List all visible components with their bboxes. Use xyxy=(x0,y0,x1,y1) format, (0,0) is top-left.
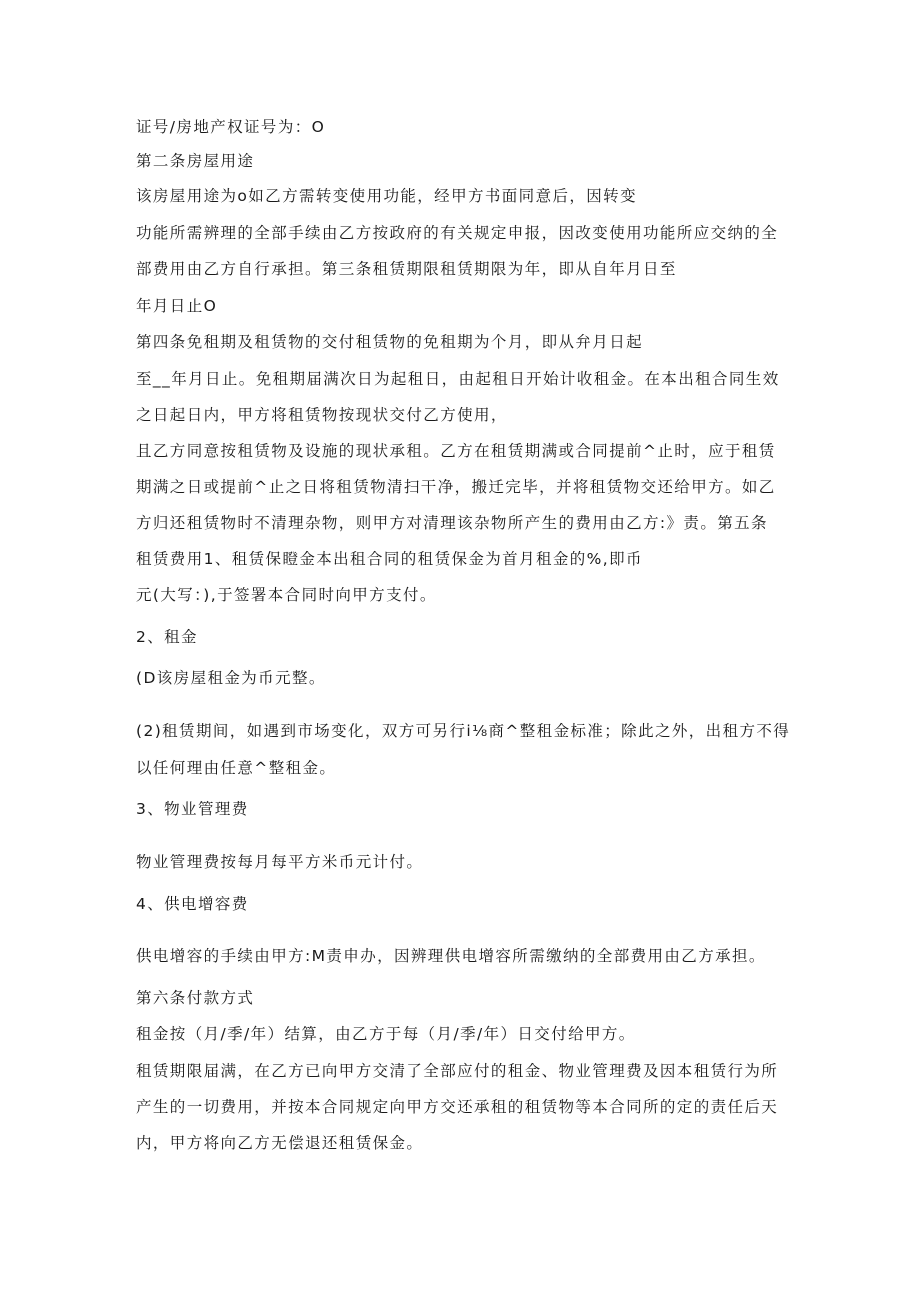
section-heading: 4、供电增容费 xyxy=(136,895,249,913)
text-line: 产生的一切费用，并按本合同规定向甲方交还承租的租赁物等本合同所的定的责任后天 xyxy=(136,1098,779,1116)
text-line: 功能所需辨理的全部手续由乙方按政府的有关规定申报，因改变使用功能所应交纳的全 xyxy=(136,224,779,242)
text-line: 第四条免租期及租赁物的交付租赁物的免租期为个月，即从弁月日起 xyxy=(136,333,644,351)
text-line: 物业管理费按每月每平方米币元计付。 xyxy=(136,853,424,871)
text-line: 租金按（月/季/年）结算，由乙方于每（月/季/年）日交付给甲方。 xyxy=(136,1025,636,1043)
text-line: 部费用由乙方自行承担。第三条租赁期限租赁期限为年，即从自年月日至 xyxy=(136,260,677,278)
text-line: 方归还租赁物时不清理杂物，则甲方对清理该杂物所产生的费用由乙方:》责。第五条 xyxy=(136,514,768,532)
section-heading: 第六条付款方式 xyxy=(136,989,255,1007)
section-heading: 2、租金 xyxy=(136,628,198,646)
text-line: 租赁费用1、租赁保瞪金本出租合同的租赁保金为首月租金的%,即币 xyxy=(136,550,643,568)
text-line: 内，甲方将向乙方无偿退还租赁保金。 xyxy=(136,1134,424,1152)
text-line: 期满之日或提前^止之日将租赁物清扫干净，搬迁完毕，并将租赁物交还给甲方。如乙 xyxy=(136,478,776,496)
text-line: 且乙方同意按租赁物及设施的现状承租。乙方在租赁期满或合同提前^止时，应于租赁 xyxy=(136,442,776,460)
text-line: 以任何理由任意^整租金。 xyxy=(136,759,337,777)
text-line: 年月日止O xyxy=(136,297,218,315)
section-heading: 3、物业管理费 xyxy=(136,800,249,818)
text-line: (D该房屋租金为币元整。 xyxy=(136,669,326,687)
text-line: 供电增容的手续由甲方:M责申办，因辨理供电增容所需缴纳的全部费用由乙方承担。 xyxy=(136,947,766,965)
section-heading: 第二条房屋用途 xyxy=(136,152,255,170)
text-line: 元(大写：),于签署本合同时向甲方支付。 xyxy=(136,586,437,604)
text-line: (2)租赁期间，如遇到市场变化，双方可另行i⅛商^整租金标准；除此之外，出租方不得 xyxy=(136,722,791,740)
text-line: 证号/房地产权证号为：O xyxy=(136,118,326,136)
text-line: 租赁期限届满，在乙方已向甲方交清了全部应付的租金、物业管理费及因本租赁行为所 xyxy=(136,1062,779,1080)
text-line: 该房屋用途为o如乙方需转变使用功能，经甲方书面同意后，因转变 xyxy=(136,187,637,205)
text-line: 至__年月日止。免租期届满次日为起租日，由起租日开始计收租金。在本出租合同生效 xyxy=(136,370,780,388)
text-line: 之日起日内，甲方将租赁物按现状交付乙方使用， xyxy=(136,406,508,424)
